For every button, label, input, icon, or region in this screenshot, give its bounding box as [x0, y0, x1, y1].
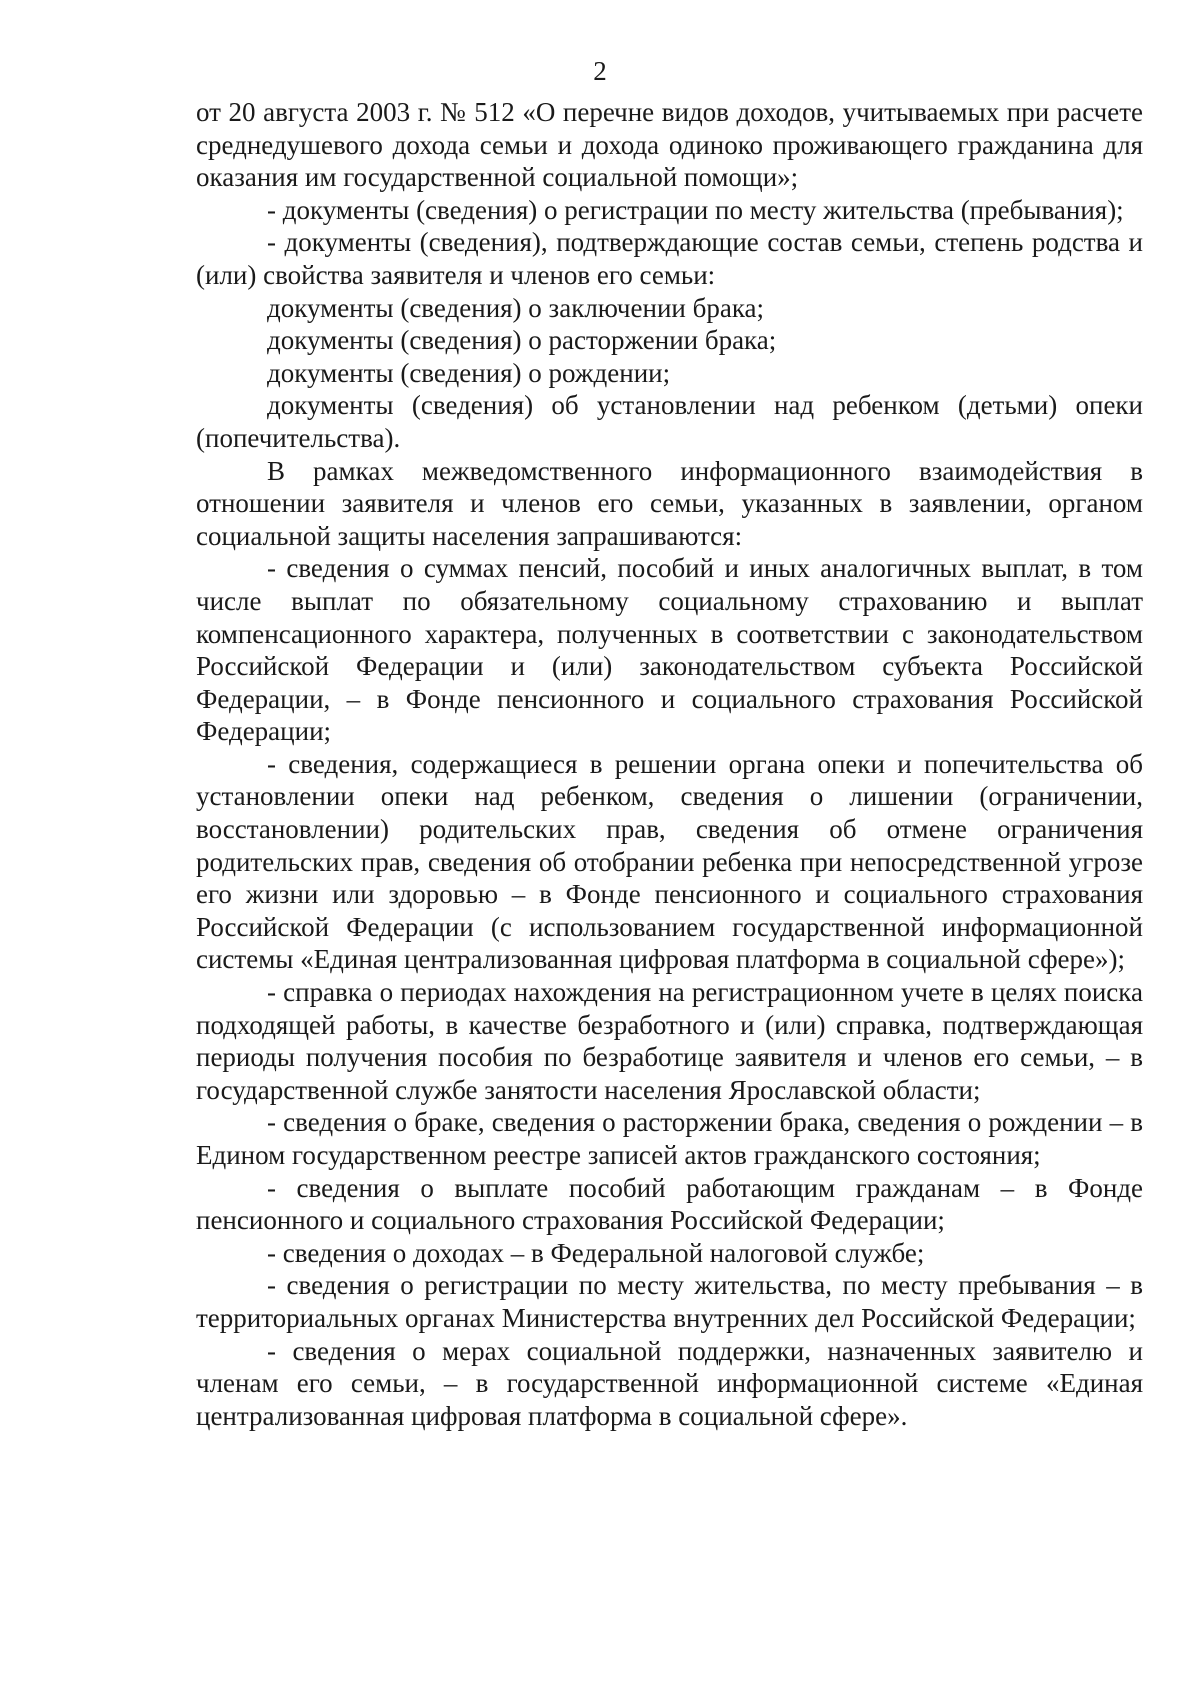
paragraph: - справка о периодах нахождения на регистрационном учете в целях поиска подходящей работы, в качестве безработного и (или) справка, подтверждающая периоды получения пособия по безработице заявителя и членов его семьи, – в государственной службе занятости населения Ярославской области; [196, 977, 1143, 1105]
page-number: 2 [593, 56, 607, 86]
paragraph: документы (сведения) о заключении брака; [267, 292, 765, 323]
paragraph: В рамках межведомственного информационного взаимодействия в отношении заявителя и членов его семьи, указанных в заявлении, органом социальной защиты населения запрашиваются: [196, 455, 1143, 551]
paragraph: - сведения о суммах пенсий, пособий и иных аналогичных выплат, в том числе выплат по обязательному социальному страхованию и выплат компенсационного характера, полученных в соответствии с законодательством Российской Федерации и (или) законодательством субъекта Российской Федерации, – в Фонде пенсионного и социального страхования Российской Федерации; [196, 553, 1143, 747]
document-body [196, 96, 1143, 1432]
paragraph: документы (сведения) о расторжении брака; [267, 325, 777, 356]
paragraph: - документы (сведения), подтверждающие состав семьи, степень родства и (или) свойства заявителя и членов его семьи: [196, 227, 1143, 290]
paragraph: - сведения о браке, сведения о расторжении брака, сведения о рождении – в Едином государственном реестре записей актов гражданского состояния; [196, 1107, 1143, 1170]
paragraph: от 20 августа 2003 г. № 512 «О перечне видов доходов, учитываемых при расчете среднедушевого дохода семьи и дохода одиноко проживающего гражданина для оказания им государственной социальной помощи»; [196, 97, 1143, 193]
paragraph: - сведения о регистрации по месту жительства, по месту пребывания – в территориальных органах Министерства внутренних дел Российской Федерации; [196, 1270, 1143, 1333]
paragraph: документы (сведения) о рождении; [267, 357, 671, 388]
paragraph: документы (сведения) об установлении над ребенком (детьми) опеки (попечительства). [196, 390, 1143, 453]
paragraph: - документы (сведения) о регистрации по месту жительства (пребывания); [267, 194, 1124, 225]
paragraph: - сведения о мерах социальной поддержки, назначенных заявителю и членам его семьи, – в государственной информационной системе «Единая централизованная цифровая платформа в социальной сфере». [196, 1335, 1143, 1431]
paragraph: - сведения, содержащиеся в решении органа опеки и попечительства об установлении опеки над ребенком, сведения о лишении (ограничении, восстановлении) родительских прав, сведения об отмене ограничения родительских прав, сведения об отобрании ребенка при непосредственной угрозе его жизни или здоровью – в Фонде пенсионного и социального страхования Российской Федерации (с использованием государственной информационной системы «Единая централизованная цифровая платформа в социальной сфере»); [196, 748, 1143, 975]
paragraph: - сведения о доходах – в Федеральной налоговой службе; [267, 1237, 925, 1268]
paragraph: - сведения о выплате пособий работающим гражданам – в Фонде пенсионного и социального страхования Российской Федерации; [196, 1172, 1143, 1236]
